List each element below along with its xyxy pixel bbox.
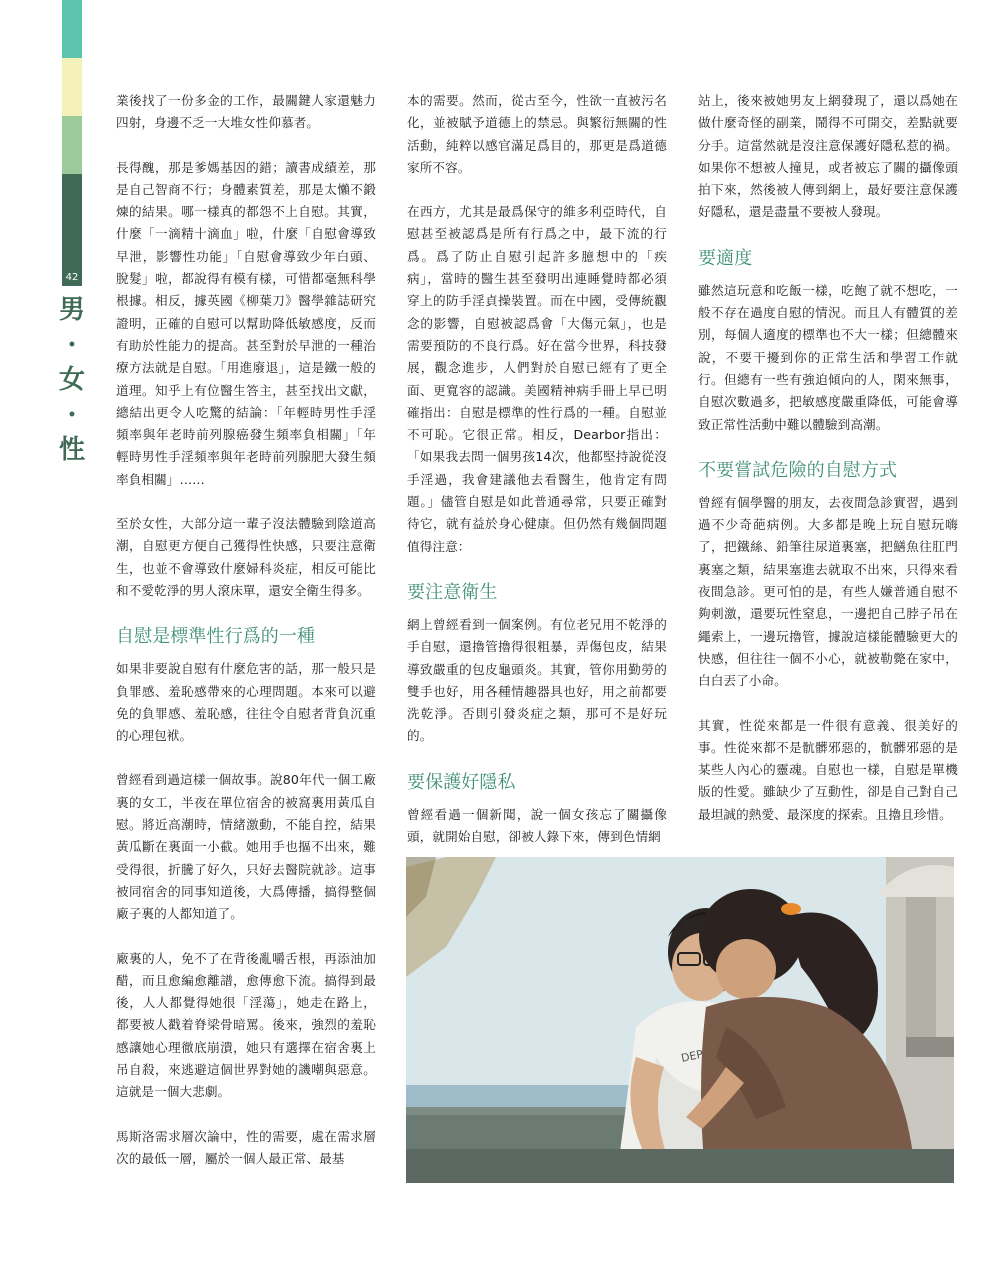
paragraph: 曾經有個學醫的朋友，去夜間急診實習，遇到過不少奇葩病例。大多都是晚上玩自慰玩嗨了，把鐵絲、鉛筆往尿道裏塞，把鱔魚往肛門裏塞之類，結果塞進去就取不出來，只得來看夜間急診。更可怕的是，有些人嫌普通自慰不夠刺激，還要玩性窒息，一邊把自己脖子吊在繩索上，一邊玩擼管，據說這樣能體驗更大的快感，但往往一個不小心，就被勒斃在家中，白白丟了小命。 <box>698 494 958 689</box>
section-title-dot-2: • <box>67 407 77 423</box>
decor-band-teal <box>62 0 82 58</box>
photo-illustration <box>406 857 954 1183</box>
paragraph: 曾經看過一個新聞，說一個女孩忘了關攝像頭，就開始自慰，卻被人錄下來，傳到色情網 <box>407 806 667 845</box>
decor-band-yellow <box>62 58 82 116</box>
section-heading: 要適度 <box>698 247 753 269</box>
page-number: 42 <box>62 270 82 286</box>
paragraph: 長得醜，那是爹媽基因的錯；讀書成績差，那是自己智商不行；身體素質差，那是太懶不鍛煉的結果。哪一樣真的都怨不上自慰。其實，什麼「一滴精十滴血」啦，什麼「自慰會導致早泄，影響性功能」「自慰會導致少年白頭、脫髮」啦，都說得有模有樣，可惜都毫無科學根據。相反，據英國《柳葉刀》醫學雜誌研究證明，正確的自慰可以幫助降低敏感度，反而有助於性能力的提高。甚至對於早泄的一種治療方法就是自慰。「用進廢退」，這是鐵一般的道理。知乎上有位醫生答主，甚至找出文獻，總結出更令人吃驚的結論：「年輕時男性手淫頻率與年老時前列腺癌發生頻率負相關」「年輕時男性手淫頻率與年老時前列腺肥大發生頻率負相關」…… <box>116 159 376 487</box>
paragraph: 曾經看到過這樣一個故事。說80年代一個工廠裏的女工，半夜在單位宿舍的被窩裏用黃瓜自慰。將近高潮時，情緒激動，不能自控，結果黃瓜斷在裏面一小截。她用手也摳不出來，難受得很，折騰了好久，只好去醫院就診。這事被同宿舍的同事知道後，大爲傳播，搞得整個廠子裏的人都知道了。 <box>116 772 376 922</box>
section-title-vertical <box>59 292 86 468</box>
paragraph: 馬斯洛需求層次論中，性的需要，處在需求層次的最低一層，屬於一個人最正常、最基 <box>116 1128 376 1166</box>
paragraph: 在西方，尤其是最爲保守的維多利亞時代，自慰甚至被認爲是所有行爲之中，最下流的行爲。爲了防止自慰引起許多臆想中的「疾病」，當時的醫生甚至發明出連睡覺時都必須穿上的防手淫貞操裝置。而在中國，受傳統觀念的影響，自慰被認爲會「大傷元氣」，也是需要預防的不良行爲。好在當今世界，科技發展，觀念進步，人們對於自慰已經有了更全面、更寬容的認識。美國精神病手冊上早已明確指出：自慰是標準的性行爲的一種。自慰並不可恥。它很正常。相反，Dearbor指出：「如果我去問一個男孩14次，他都堅持說從沒手淫過，我會建議他去看醫生，他肯定有問題。」儘管自慰是如此普通尋常，只要正確對待它，就有益於身心健康。但仍然有幾個問題值得注意： <box>407 204 667 554</box>
paragraph: 廠裏的人，免不了在背後亂嚼舌根，再添油加醋，而且愈編愈離譜，愈傳愈下流。搞得到最後，人人都覺得她很「淫蕩」，她走在路上，都要被人戳着脊梁骨暗罵。後來，強烈的羞恥感讓她心理徹底崩潰，她只有選擇在宿舍裏上吊自殺，來逃避這個世界對她的譏嘲與惡意。這就是一個大悲劇。 <box>116 950 376 1100</box>
section-title-char-1: 男 <box>59 295 86 325</box>
paragraph: 如果非要說自慰有什麼危害的話，那一般只是負罪感、羞恥感帶來的心理問題。本來可以避免的負罪感、羞恥感，往往令自慰者背負沉重的心理包袱。 <box>116 661 376 744</box>
paragraph: 業後找了一份多金的工作，最關鍵人家還魅力四射，身邊不乏一大堆女性仰慕者。 <box>116 93 376 131</box>
section-title-dot-1: • <box>67 337 77 353</box>
paragraph: 其實，性從來都是一件很有意義、很美好的事。性從來都不是骯髒邪惡的，骯髒邪惡的是某些人內心的靈魂。自慰也一樣，自慰是單機版的性愛。雖缺少了互動性，卻是自己對自己最坦誠的熱愛、最深度的探索。且擼且珍惜。 <box>698 717 958 822</box>
section-heading: 要注意衛生 <box>407 581 498 603</box>
paragraph: 站上，後來被她男友上網發現了，還以爲她在做什麼奇怪的副業，鬧得不可開交，差點就要分手。這當然就是沒注意保護好隱私惹的禍。如果你不想被人撞見，或者被忘了關的攝像頭拍下來，然後被人傳到網上，最好要注意保護好隱私，還是盡量不要被人發現。 <box>698 93 958 220</box>
article-column-2 <box>407 90 667 870</box>
paragraph: 本的需要。然而，從古至今，性欲一直被污名化，並被賦予道德上的禁忌。與繁衍無關的性活動，純粹以感官滿足爲目的，那更是爲道德家所不容。 <box>407 93 667 175</box>
article-column-3 <box>698 90 958 848</box>
decor-band-dark-green <box>62 174 82 272</box>
section-title-char-3: 性 <box>59 435 86 465</box>
section-heading: 要保護好隱私 <box>407 771 516 793</box>
section-heading: 自慰是標準性行爲的一種 <box>116 626 316 648</box>
article-column-1 <box>116 90 376 1192</box>
decor-band-light-green <box>62 116 82 174</box>
paragraph: 至於女性，大部分這一輩子沒法體驗到陰道高潮，自慰更方便自己獲得性快感，只要注意衛生，也並不會導致什麼婦科炎症，相反可能比和不愛乾淨的男人滾床單，還安全衛生得多。 <box>116 516 376 598</box>
paragraph: 雖然這玩意和吃飯一樣，吃飽了就不想吃，一般不存在過度自慰的情況。而且人有體質的差別，每個人適度的標準也不大一樣；但總體來說，不要干擾到你的正常生活和學習工作就行。但總有一些有強迫傾向的人，閑來無事，自慰次數過多，把敏感度嚴重降低，可能會導致正常性活動中難以體驗到高潮。 <box>698 282 958 432</box>
section-title-char-2: 女 <box>59 365 86 395</box>
article-photo <box>406 857 954 1183</box>
section-heading: 不要嘗試危險的自慰方式 <box>698 459 898 481</box>
paragraph: 網上曾經看到一個案例。有位老兄用不乾淨的手自慰，還擼管擼得很粗暴，弄傷包皮，結果導致嚴重的包皮龜頭炎。其實，管你用勤勞的雙手也好，用各種情趣器具也好，用之前都要洗乾淨。否則引發炎症之類，那可不是好玩的。 <box>407 616 667 744</box>
